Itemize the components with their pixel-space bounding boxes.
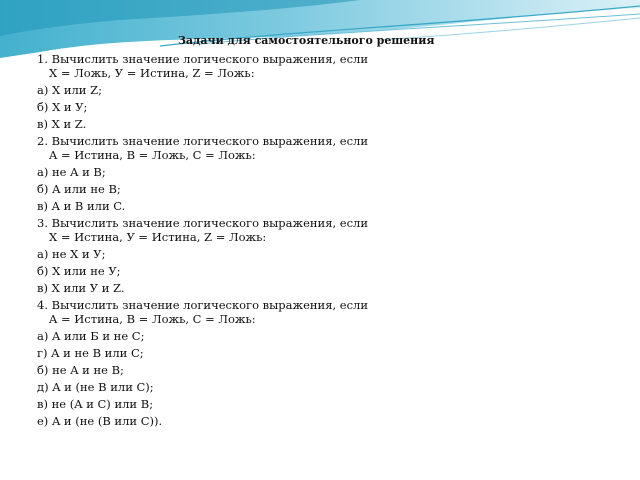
task-condition: A = Истина, B = Ложь, C = Ложь:	[49, 312, 256, 326]
task-list	[37, 52, 597, 428]
task-heading: 1. Вычислить значение логического выражения, если	[37, 52, 369, 66]
list-item: г) A и не B или C;	[37, 346, 144, 360]
task-heading: 3. Вычислить значение логического выражения, если	[37, 216, 369, 230]
list-item: б) X или не У;	[37, 264, 121, 278]
list-item: д) A и (не B или C);	[37, 380, 154, 394]
decorative-wave-header	[0, 0, 640, 60]
list-item: в) A и B или C.	[37, 199, 126, 213]
list-item: а) X или Z;	[37, 83, 102, 97]
list-item: а) A или Б и не C;	[37, 329, 145, 343]
list-item: е) A и (не (B или C)).	[37, 414, 163, 428]
task-4	[37, 298, 597, 428]
list-item: в) X или У и Z.	[37, 281, 125, 295]
list-item: б) X и У;	[37, 100, 88, 114]
task-3	[37, 216, 597, 295]
task-heading: 4. Вычислить значение логического выражения, если	[37, 298, 369, 312]
task-condition: X = Истина, У = Истина, Z = Ложь:	[49, 230, 267, 244]
task-condition: X = Ложь, У = Истина, Z = Ложь:	[49, 66, 255, 80]
list-item: а) не X и У;	[37, 247, 106, 261]
task-2	[37, 134, 597, 213]
list-item: в) X и Z.	[37, 117, 87, 131]
list-item: б) не A и не B;	[37, 363, 124, 377]
task-condition: A = Истина, B = Ложь, C = Ложь:	[49, 148, 256, 162]
task-heading: 2. Вычислить значение логического выражения, если	[37, 134, 369, 148]
list-item: а) не A и B;	[37, 165, 106, 179]
list-item: б) A или не B;	[37, 182, 121, 196]
list-item: в) не (A и C) или B;	[37, 397, 154, 411]
page-title: Задачи для самостоятельного решения	[178, 34, 435, 47]
task-1	[37, 52, 597, 131]
